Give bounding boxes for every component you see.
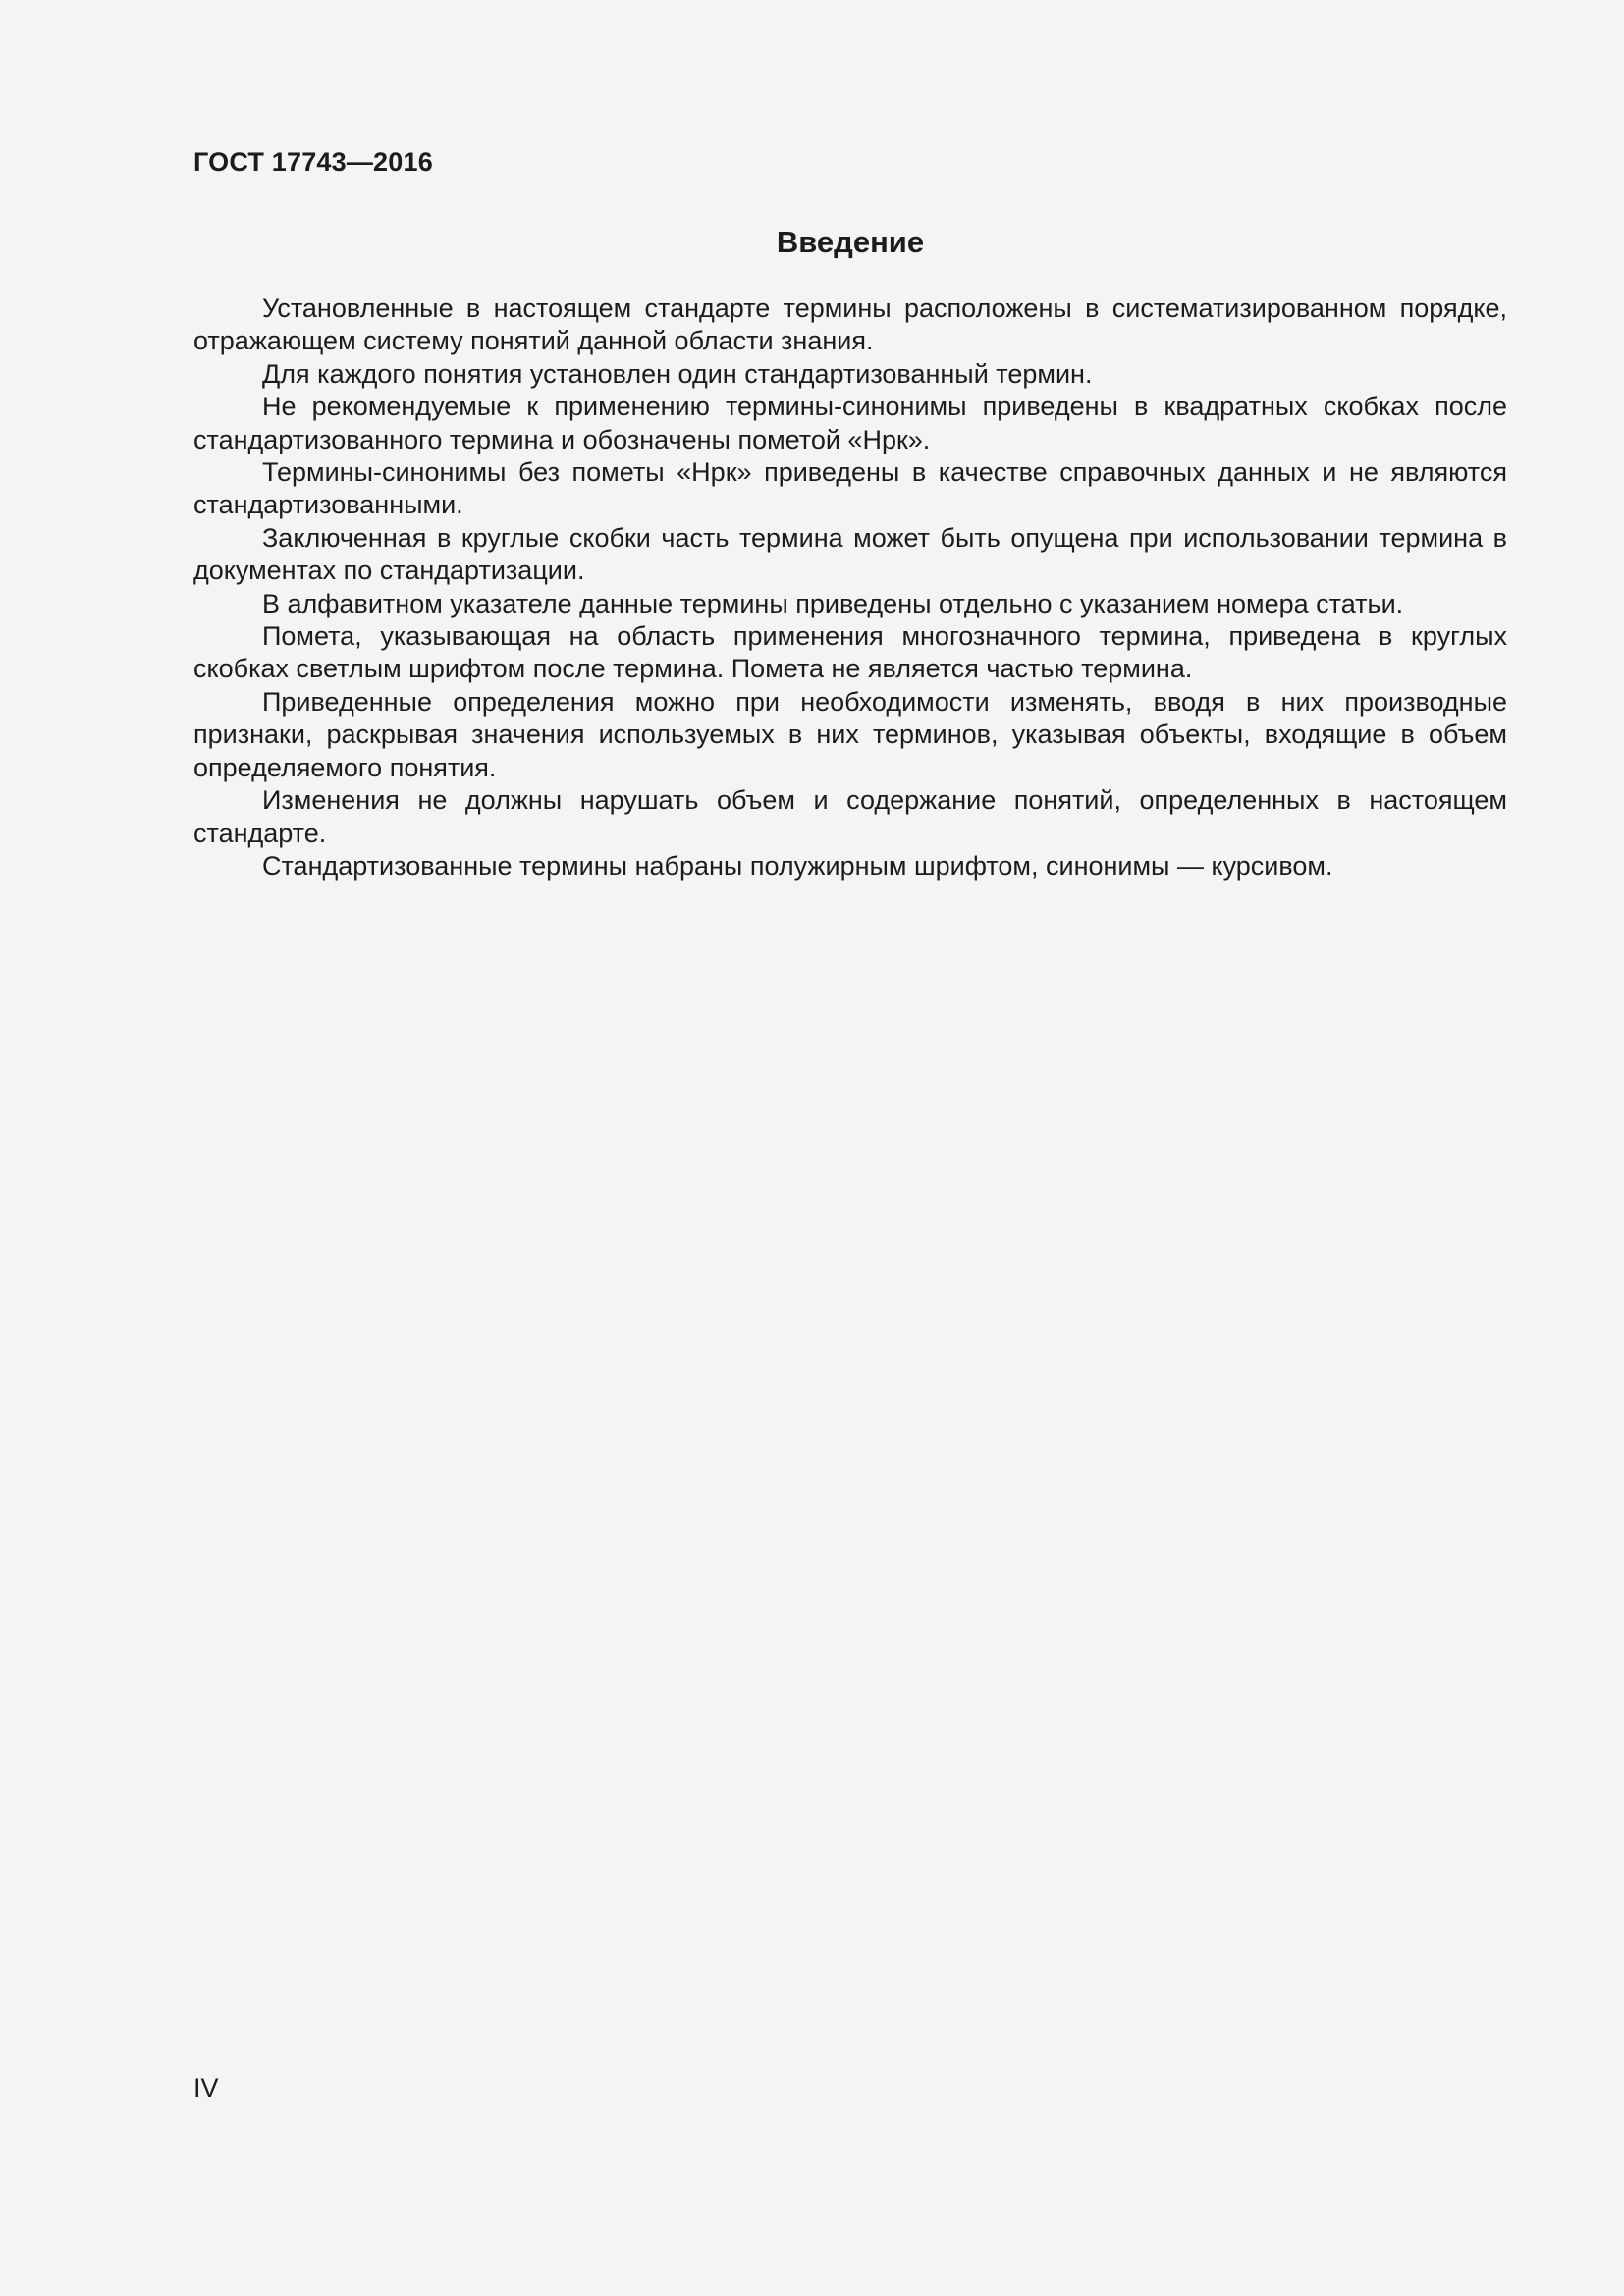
paragraph: Установленные в настоящем стандарте термины расположены в систематизированном порядке, отражающем систему понятий данной области знания. bbox=[193, 294, 1507, 356]
paragraph: Заключенная в круглые скобки часть термина может быть опущена при использовании термина в документах по стандартизации. bbox=[193, 522, 1507, 586]
paragraph: Изменения не должны нарушать объем и содержание понятий, определенных в настоящем стандарте. bbox=[193, 785, 1507, 848]
paragraph: Приведенные определения можно при необходимости изменять, вводя в них производные признаки, раскрывая значения используемых в них терминов, указывая объекты, входящие в объем определяемого понятия. bbox=[193, 686, 1507, 782]
paragraph: В алфавитном указателе данные термины приведены отдельно с указанием номера статьи. bbox=[262, 588, 1404, 618]
page-number: IV bbox=[193, 2073, 219, 2103]
paragraph: Не рекомендуемые к применению термины-синонимы приведены в квадратных скобках после стандартизованного термина и обозначены пометой «Нрк». bbox=[193, 392, 1507, 454]
introduction-body bbox=[193, 293, 1507, 882]
paragraph: Стандартизованные термины набраны полужирным шрифтом, синонимы — курсивом. bbox=[262, 850, 1333, 881]
paragraph: Помета, указывающая на область применения многозначного термина, приведена в круглых скобках светлым шрифтом после термина. Помета не является частью термина. bbox=[193, 621, 1507, 684]
document-code: ГОСТ 17743—2016 bbox=[193, 147, 433, 177]
paragraph: Термины-синонимы без пометы «Нрк» приведены в качестве справочных данных и не являются стандартизованными. bbox=[193, 457, 1507, 520]
paragraph: Для каждого понятия установлен один стандартизованный термин. bbox=[262, 358, 1093, 389]
section-title: Введение bbox=[776, 225, 925, 259]
